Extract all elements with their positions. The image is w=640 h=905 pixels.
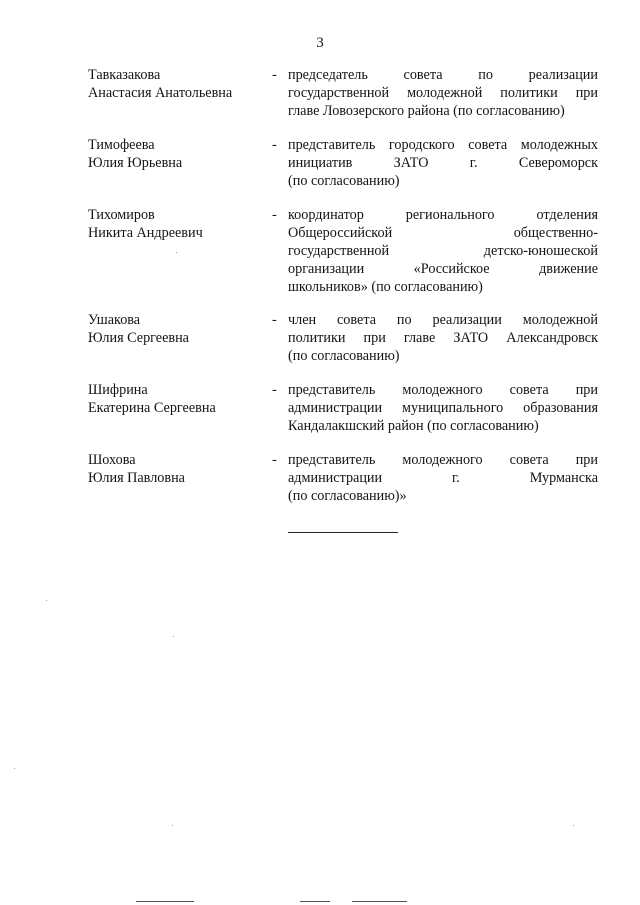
role-line: (по согласованию) xyxy=(288,348,400,364)
member-surname: Тавказакова xyxy=(88,67,161,83)
scan-bottom-line xyxy=(136,901,194,902)
role-line: администрации г. Мурманска xyxy=(288,470,598,486)
entry-dash: - xyxy=(272,382,277,398)
role-line: главе Ловозерского района (по согласованию) xyxy=(288,103,565,119)
member-surname: Ушакова xyxy=(88,312,141,328)
member-role xyxy=(288,206,598,296)
role-line: председатель совета по реализации xyxy=(288,67,598,83)
scan-speck xyxy=(172,825,173,826)
role-line: администрации муниципального образования xyxy=(288,400,598,416)
member-name xyxy=(88,66,268,102)
role-line: Общероссийской общественно- xyxy=(288,225,598,241)
member-name xyxy=(88,381,268,417)
role-line: представитель городского совета молодежных xyxy=(288,137,598,153)
member-entry xyxy=(0,206,640,301)
member-surname: Тимофеева xyxy=(88,137,155,153)
member-given-name: Анастасия Анатольевна xyxy=(88,85,233,101)
entry-dash: - xyxy=(272,137,277,153)
role-line: государственной детско-юношеской xyxy=(288,243,598,259)
role-line: представитель молодежного совета при xyxy=(288,382,598,398)
role-line: школьников» (по согласованию) xyxy=(288,279,483,295)
role-line: Кандалакшский район (по согласованию) xyxy=(288,418,539,434)
member-given-name: Юлия Сергеевна xyxy=(88,330,189,346)
role-line: организации «Российское движение xyxy=(288,261,598,277)
scan-speck xyxy=(173,636,174,637)
role-line: инициатив ЗАТО г. Североморск xyxy=(288,155,598,171)
member-surname: Шохова xyxy=(88,452,136,468)
end-of-list-rule xyxy=(288,532,398,533)
scan-speck xyxy=(14,768,15,769)
member-entry xyxy=(0,136,640,196)
member-given-name: Екатерина Сергеевна xyxy=(88,400,216,416)
member-name xyxy=(88,206,268,242)
scan-speck xyxy=(176,252,177,253)
role-line: член совета по реализации молодежной xyxy=(288,312,598,328)
member-entry xyxy=(0,311,640,371)
member-role xyxy=(288,451,598,505)
scan-bottom-line xyxy=(352,901,407,902)
member-role xyxy=(288,311,598,365)
scan-speck xyxy=(573,825,574,826)
entry-dash: - xyxy=(272,312,277,328)
member-name xyxy=(88,136,268,172)
member-given-name: Юлия Павловна xyxy=(88,470,185,486)
member-entry xyxy=(0,451,640,511)
role-line: (по согласованию) xyxy=(288,173,400,189)
member-role xyxy=(288,381,598,435)
scan-speck xyxy=(46,600,47,601)
scan-bottom-line xyxy=(300,901,330,902)
member-surname: Шифрина xyxy=(88,382,148,398)
role-line: координатор регионального отделения xyxy=(288,207,598,223)
entry-dash: - xyxy=(272,67,277,83)
member-name xyxy=(88,311,268,347)
member-name xyxy=(88,451,268,487)
member-entry xyxy=(0,381,640,441)
entry-dash: - xyxy=(272,452,277,468)
page-number: 3 xyxy=(316,35,324,51)
member-entry xyxy=(0,66,640,126)
member-given-name: Юлия Юрьевна xyxy=(88,155,183,171)
member-role xyxy=(288,136,598,190)
role-line: (по согласованию)» xyxy=(288,488,407,504)
member-role xyxy=(288,66,598,120)
role-line: представитель молодежного совета при xyxy=(288,452,598,468)
member-given-name: Никита Андреевич xyxy=(88,225,203,241)
entry-dash: - xyxy=(272,207,277,223)
role-line: государственной молодежной политики при xyxy=(288,85,598,101)
member-surname: Тихомиров xyxy=(88,207,155,223)
role-line: политики при главе ЗАТО Александровск xyxy=(288,330,598,346)
